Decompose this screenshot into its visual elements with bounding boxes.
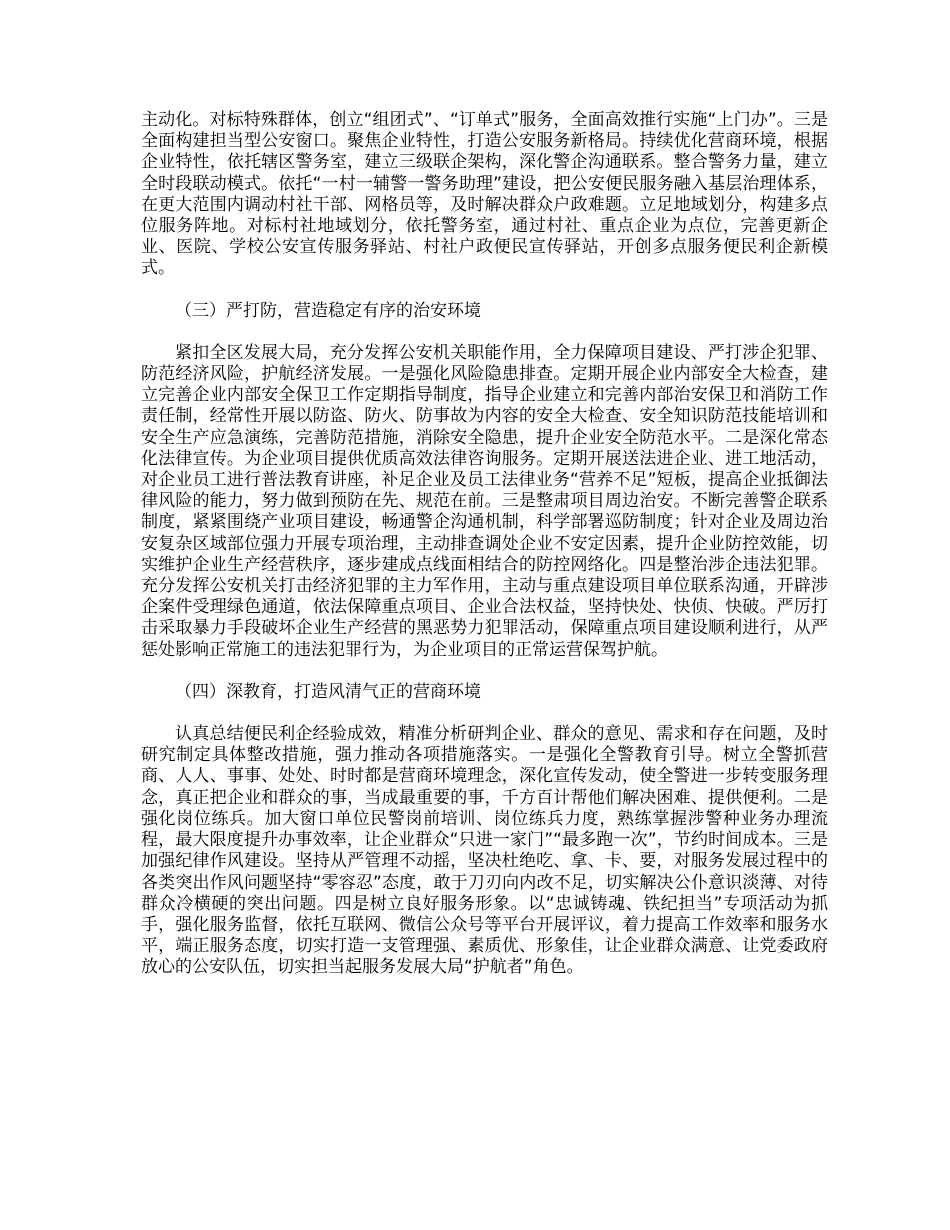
body-paragraph-2: 紧扣全区发展大局，充分发挥公安机关职能作用，全力保障项目建设、严打涉企犯罪、防范经济风险，护航经济发展。一是强化风险隐患排查。定期开展企业内部安全大检查，建立完善企业内部安全保卫工作定期指导制度，指导企业建立和完善内部治安保卫和消防工作责任制，经常性开展以防盗、防火、防事故为内容的安全大检查、安全知识防范技能培训和安全生产应急演练，完善防范措施，消除安全隐患，提升企业安全防范水平。二是深化常态化法律宣传。为企业项目提供优质高效法律咨询服务。定期开展送法进企业、进工地活动，对企业员工进行普法教育讲座，补足企业及员工法律业务“营养不足”短板，提高企业抵御法律风险的能力，努力做到预防在先、规范在前。三是整肃项目周边治安。不断完善警企联系制度，紧紧围绕产业项目建设，畅通警企沟通机制，科学部署巡防制度；针对企业及周边治安复杂区域部位强力开展专项治理，主动排查调处企业不安定因素，提升企业防控效能，切实维护企业生产经营秩序，逐步建成点线面相结合的防控网络化。四是整治涉企违法犯罪。充分发挥公安机关打击经济犯罪的主力军作用，主动与重点建设项目单位联系沟通，开辟涉企案件受理绿色通道，依法保障重点项目、企业合法权益，坚持快处、快侦、快破。严厉打击采取暴力手段破坏企业生产经营的黑恶势力犯罪活动，保障重点项目建设顺利进行，从严惩处影响正常施工的违法犯罪行为，为企业项目的正常运营保驾护航。 [141,342,828,660]
body-paragraph-1: 主动化。对标特殊群体，创立“组团式”、“订单式”服务，全面高效推行实施“上门办”。三是全面构建担当型公安窗口。聚焦企业特性，打造公安服务新格局。持续优化营商环境，根据企业特性，依托辖区警务室，建立三级联企架构，深化警企沟通联系。整合警务力量，建立全时段联动模式。依托“一村一辅警一警务助理”建设，把公安便民服务融入基层治理体系，在更大范围内调动村社干部、网格员等，及时解决群众户政难题。立足地域划分，构建多点位服务阵地。对标村社地域划分，依托警务室，通过村社、重点企业为点位，完善更新企业、医院、学校公安宣传服务驿站、村社户政便民宣传驿站，开创多点服务便民利企新模式。 [141,110,828,279]
section-heading-4: （四）深教育，打造风清气正的营商环境 [175,681,481,702]
document-page [141,110,828,979]
section-heading-3: （三）严打防，营造稳定有序的治安环境 [175,300,481,321]
body-paragraph-3: 认真总结便民利企经验成效，精准分析研判企业、群众的意见、需求和存在问题，及时研究制定具体整改措施，强力推动各项措施落实。一是强化全警教育引导。树立全警抓营商、人人、事事、处处、时时都是营商环境理念，深化宣传发动，使全警进一步转变服务理念，真正把企业和群众的事，当成最重要的事，千方百计帮他们解决困难、提供便利。二是强化岗位练兵。加大窗口单位民警岗前培训、岗位练兵力度，熟练掌握涉警种业务办理流程，最大限度提升办事效率，让企业群众“只进一家门”“最多跑一次”，节约时间成本。三是加强纪律作风建设。坚持从严管理不动摇，坚决杜绝吃、拿、卡、要，对服务发展过程中的各类突出作风问题坚持“零容忍”态度，敢于刀刃向内改不足，切实解决公仆意识淡薄、对待群众冷横硬的突出问题。四是树立良好服务形象。以“忠诚铸魂、铁纪担当”专项活动为抓手，强化服务监督，依托互联网、微信公众号等平台开展评议，着力提高工作效率和服务水平，端正服务态度，切实打造一支管理强、素质优、形象佳，让企业群众满意、让党委政府放心的公安队伍，切实担当起服务发展大局“护航者”角色。 [141,724,828,978]
